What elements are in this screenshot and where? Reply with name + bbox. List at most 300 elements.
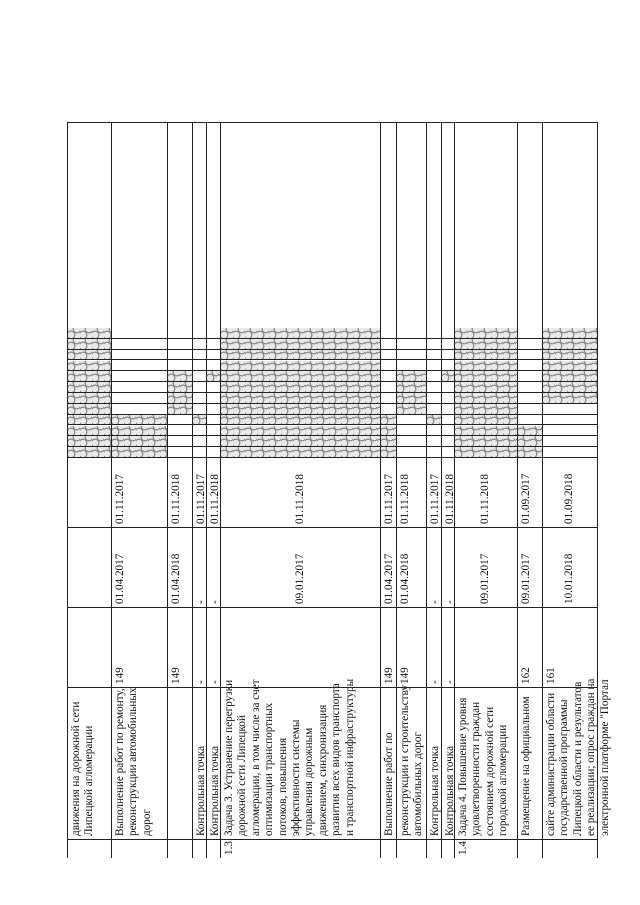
schedule-cell — [442, 361, 454, 372]
schedule-cell-active — [68, 447, 111, 458]
row-start-value: - — [195, 600, 207, 604]
row-right-border — [207, 122, 220, 123]
table-row — [542, 122, 611, 858]
schedule-cell-active — [112, 415, 167, 426]
schedule-cell — [427, 447, 441, 458]
row-number — [193, 840, 206, 858]
row-end — [193, 458, 206, 528]
row-code-value: 149 — [114, 667, 126, 684]
table-row — [380, 122, 396, 858]
row-title-line: дорог — [140, 808, 153, 836]
schedule-cell-active — [68, 371, 111, 382]
schedule-cell — [543, 447, 597, 458]
schedule-cell — [168, 328, 192, 339]
row-title-line: состоянием дорожной сети — [483, 706, 496, 836]
row-title — [442, 688, 454, 840]
schedule-cell-active — [455, 415, 517, 426]
schedule-cell — [381, 371, 396, 382]
row-number — [68, 840, 111, 858]
row-code-value: 162 — [520, 667, 532, 684]
row-end — [397, 458, 426, 528]
row-number — [518, 840, 542, 858]
row-code-value: 161 — [545, 667, 557, 684]
row-start-value: 01.04.2017 — [114, 553, 126, 604]
row-title — [207, 688, 220, 840]
schedule-cell — [442, 415, 454, 426]
row-title — [455, 688, 517, 840]
row-start — [207, 528, 220, 608]
row-end-value: 01.11.2018 — [444, 474, 456, 524]
schedule-cell — [397, 350, 426, 361]
table-row — [517, 122, 542, 858]
schedule-cell — [397, 426, 426, 437]
row-title-line: Размещение на официальном — [520, 696, 532, 836]
schedule-cell — [207, 361, 220, 372]
row-right-border — [397, 122, 426, 123]
schedule-cell-active — [68, 328, 111, 339]
schedule-cell-active — [221, 371, 380, 382]
schedule-cell — [442, 447, 454, 458]
schedule-cell — [207, 339, 220, 350]
row-end — [168, 458, 192, 528]
row-title-line: государственной программы — [558, 699, 571, 836]
row-title-line: Задача 3. Устранение перегрузки — [223, 679, 235, 836]
schedule-cell — [381, 404, 396, 415]
schedule-cell-active — [543, 328, 597, 339]
row-end — [455, 458, 517, 528]
row-start-value: - — [209, 600, 221, 604]
schedule-cell — [207, 436, 220, 447]
row-right-border — [518, 122, 542, 123]
schedule-cell-active — [68, 339, 111, 350]
row-title-line: движением, синхронизация — [316, 704, 329, 836]
row-number: 1.3. — [223, 838, 235, 855]
row-title-line: Контрольная точка — [444, 745, 456, 836]
row-title-line: автомобильных дорог — [412, 731, 425, 836]
row-code — [68, 608, 111, 688]
row-title — [221, 678, 380, 840]
schedule-cell — [543, 415, 597, 426]
schedule-cell — [168, 350, 192, 361]
table-row — [220, 122, 380, 858]
row-right-border — [168, 122, 192, 123]
schedule-cell — [168, 426, 192, 437]
schedule-cell — [207, 404, 220, 415]
row-title-line: ее реализации; опрос граждан на — [585, 678, 598, 836]
schedule-cell-active — [518, 426, 542, 437]
schedule-cell — [112, 350, 167, 361]
table-row — [67, 122, 111, 858]
row-title-line: агломерации, в том числе за счет — [249, 679, 262, 836]
table-row — [426, 122, 441, 858]
schedule-cell-active — [221, 382, 380, 393]
schedule-cell — [397, 436, 426, 447]
row-end — [381, 458, 396, 528]
row-code — [518, 608, 542, 688]
schedule-cell-active — [455, 447, 517, 458]
row-end-value: 01.11.2017 — [195, 474, 207, 524]
schedule-cell-active — [168, 382, 192, 393]
row-start-value: 10.01.2018 — [563, 553, 576, 604]
schedule-cell-active — [543, 361, 597, 372]
row-code — [193, 608, 206, 688]
row-code — [207, 608, 220, 688]
row-code — [455, 608, 517, 688]
schedule-cell-active — [381, 447, 396, 458]
schedule-cell-active — [221, 339, 380, 350]
schedule-cell-active — [442, 371, 454, 382]
row-title-line: реконструкции автомобильных — [127, 687, 140, 836]
row-right-border — [381, 122, 396, 123]
schedule-cell — [381, 382, 396, 393]
row-right-border — [427, 122, 441, 123]
schedule-cell-active — [68, 393, 111, 404]
schedule-cell-active — [221, 361, 380, 372]
row-end-value: 01.11.2018 — [399, 474, 411, 524]
row-title — [168, 688, 192, 840]
schedule-cell — [112, 361, 167, 372]
row-title-line: потоков, повышения — [276, 737, 289, 836]
schedule-cell-active — [543, 371, 597, 382]
row-title-line: Контрольная точка — [429, 745, 441, 836]
schedule-cell-active — [543, 382, 597, 393]
row-code — [168, 608, 192, 688]
row-end-value: 01.11.2018 — [479, 474, 492, 524]
schedule-cell — [518, 404, 542, 415]
schedule-cell-active — [68, 426, 111, 437]
schedule-cell — [543, 436, 597, 447]
row-start-value: - — [429, 600, 441, 604]
row-title-line: городской агломерации — [497, 724, 510, 836]
schedule-cell — [112, 328, 167, 339]
row-title-line: Липецкой области и результатов — [571, 681, 584, 836]
schedule-cell-active — [168, 393, 192, 404]
row-start-value: 01.04.2017 — [383, 553, 395, 604]
schedule-cell — [397, 339, 426, 350]
schedule-cell — [207, 393, 220, 404]
schedule-cell — [427, 361, 441, 372]
table-row — [167, 122, 192, 858]
row-title-line: электронной платформе "Портал — [598, 679, 611, 836]
row-end — [518, 458, 542, 528]
row-start — [193, 528, 206, 608]
plan-table — [67, 122, 611, 858]
schedule-cell — [112, 404, 167, 415]
schedule-cell — [207, 382, 220, 393]
row-end-value: 01.11.2018 — [209, 474, 221, 524]
table-row — [111, 122, 167, 858]
schedule-cell-active — [221, 447, 380, 458]
schedule-cell — [518, 361, 542, 372]
row-title — [381, 688, 396, 840]
schedule-cell — [397, 361, 426, 372]
schedule-cell-active — [221, 415, 380, 426]
schedule-cell — [193, 447, 206, 458]
schedule-cell-active — [455, 328, 517, 339]
schedule-cell-active — [455, 426, 517, 437]
row-title-line: Выполнение работ по ремонту, — [114, 688, 126, 836]
schedule-cell — [207, 447, 220, 458]
row-title — [68, 688, 111, 840]
schedule-cell — [207, 350, 220, 361]
row-title-line: Задача 4. Повышение уровня — [457, 697, 469, 836]
row-start-value: 01.04.2018 — [170, 553, 182, 604]
row-title-line: эффективности системы — [290, 719, 303, 836]
schedule-cell — [442, 350, 454, 361]
row-right-border — [442, 122, 454, 123]
schedule-cell — [168, 447, 192, 458]
schedule-cell-active — [221, 436, 380, 447]
row-right-border — [193, 122, 206, 123]
schedule-cell-active — [455, 382, 517, 393]
schedule-cell — [518, 328, 542, 339]
row-title-line: управления дорожным — [303, 727, 316, 836]
row-code — [221, 608, 380, 688]
row-start — [397, 528, 426, 608]
schedule-cell — [193, 371, 206, 382]
row-start — [442, 528, 454, 608]
table-row — [454, 122, 517, 858]
schedule-cell-active — [543, 350, 597, 361]
schedule-cell — [112, 371, 167, 382]
row-start — [221, 528, 380, 608]
row-title-line: и транспортной инфраструктуры — [343, 678, 356, 836]
schedule-cell-active — [381, 436, 396, 447]
schedule-cell-active — [168, 404, 192, 415]
schedule-cell — [193, 426, 206, 437]
row-title-line: реконструкции и строительству — [399, 684, 411, 836]
schedule-cell-active — [112, 426, 167, 437]
row-title-line: Контрольная точка — [209, 745, 221, 836]
schedule-cell-active — [397, 371, 426, 382]
schedule-cell — [193, 350, 206, 361]
row-code — [397, 608, 426, 688]
row-end-value: 01.09.2018 — [563, 473, 576, 524]
schedule-cell — [207, 328, 220, 339]
schedule-cell-active — [68, 382, 111, 393]
row-start-value: 09.01.2017 — [479, 553, 492, 604]
row-code-value: 149 — [170, 667, 182, 684]
schedule-cell — [442, 328, 454, 339]
schedule-cell-active — [193, 415, 206, 426]
schedule-cell-active — [221, 393, 380, 404]
schedule-cell-active — [543, 339, 597, 350]
schedule-cell-active — [68, 350, 111, 361]
row-start-value: 09.01.2017 — [520, 553, 532, 604]
row-right-border — [112, 122, 167, 123]
row-number — [168, 840, 192, 858]
schedule-cell — [427, 436, 441, 447]
schedule-cell-active — [397, 382, 426, 393]
table-row — [396, 122, 426, 858]
row-title-line: Выполнение работ по — [383, 732, 395, 836]
row-number — [543, 840, 597, 858]
schedule-cell — [193, 393, 206, 404]
schedule-cell — [193, 339, 206, 350]
row-right-border — [455, 122, 517, 123]
schedule-cell-active — [427, 415, 441, 426]
row-code-value: - — [429, 680, 441, 684]
row-start — [518, 528, 542, 608]
schedule-cell-active — [397, 404, 426, 415]
schedule-cell-active — [221, 404, 380, 415]
row-start-value: - — [444, 600, 456, 604]
schedule-cell-active — [112, 447, 167, 458]
row-start — [455, 528, 517, 608]
schedule-cell-active — [68, 404, 111, 415]
schedule-cell — [381, 361, 396, 372]
schedule-cell-active — [518, 436, 542, 447]
schedule-cell-active — [68, 436, 111, 447]
schedule-cell — [193, 382, 206, 393]
row-end — [543, 458, 597, 528]
schedule-cell — [193, 404, 206, 415]
schedule-cell-active — [112, 436, 167, 447]
schedule-cell — [168, 415, 192, 426]
row-title-line: дорожной сети Липецкой — [236, 715, 249, 836]
row-title — [112, 688, 167, 840]
schedule-cell — [427, 328, 441, 339]
row-start — [543, 528, 597, 608]
schedule-cell — [518, 393, 542, 404]
row-number: 1.4. — [457, 838, 469, 855]
schedule-cell — [442, 404, 454, 415]
schedule-cell — [207, 426, 220, 437]
row-end — [221, 458, 380, 528]
row-start — [427, 528, 441, 608]
schedule-cell — [518, 339, 542, 350]
schedule-cell — [112, 339, 167, 350]
row-end-value: 01.11.2018 — [293, 474, 306, 524]
row-end — [207, 458, 220, 528]
row-code — [442, 608, 454, 688]
table-row — [192, 122, 206, 858]
schedule-cell-active — [455, 393, 517, 404]
table-row — [441, 122, 454, 858]
row-right-border — [543, 122, 597, 123]
schedule-cell — [193, 361, 206, 372]
row-end-value: 01.11.2017 — [114, 474, 126, 524]
schedule-cell — [381, 339, 396, 350]
row-title-line: удовлетворенности граждан — [470, 701, 483, 836]
schedule-cell — [381, 328, 396, 339]
schedule-cell — [518, 382, 542, 393]
schedule-cell — [397, 447, 426, 458]
schedule-cell-active — [381, 426, 396, 437]
row-code-value: 149 — [383, 667, 395, 684]
schedule-cell — [427, 350, 441, 361]
row-start-value: 01.04.2018 — [399, 553, 411, 604]
row-title — [193, 688, 206, 840]
schedule-cell — [207, 415, 220, 426]
row-number — [442, 840, 454, 858]
row-right-border — [68, 122, 111, 123]
row-title-line: Контрольная точка — [195, 745, 207, 836]
schedule-cell-active — [68, 415, 111, 426]
schedule-cell — [518, 415, 542, 426]
row-start — [168, 528, 192, 608]
row-number — [112, 840, 167, 858]
schedule-cell — [442, 382, 454, 393]
schedule-cell — [427, 371, 441, 382]
schedule-cell — [112, 393, 167, 404]
schedule-cell-active — [221, 350, 380, 361]
schedule-cell — [397, 415, 426, 426]
schedule-cell-active — [207, 371, 220, 382]
row-end-value: 01.09.2017 — [520, 473, 532, 524]
row-code — [427, 608, 441, 688]
schedule-cell — [427, 382, 441, 393]
schedule-cell — [193, 436, 206, 447]
row-number — [381, 840, 396, 858]
schedule-cell-active — [221, 426, 380, 437]
row-title — [397, 684, 426, 840]
row-number — [397, 840, 426, 858]
schedule-cell-active — [381, 415, 396, 426]
schedule-cell — [543, 426, 597, 437]
schedule-cell — [168, 361, 192, 372]
schedule-cell — [193, 328, 206, 339]
row-code — [543, 608, 597, 688]
schedule-cell-active — [455, 404, 517, 415]
schedule-cell — [442, 339, 454, 350]
schedule-cell-active — [455, 361, 517, 372]
table-row — [206, 122, 220, 858]
row-start-value: 09.01.2017 — [293, 553, 306, 604]
row-title — [427, 688, 441, 840]
schedule-cell — [427, 393, 441, 404]
row-title — [518, 688, 542, 840]
row-code — [112, 608, 167, 688]
row-title-line: оптимизации транспортных — [263, 702, 276, 836]
schedule-cell — [381, 350, 396, 361]
schedule-cell-active — [455, 350, 517, 361]
schedule-cell — [518, 350, 542, 361]
row-number — [207, 840, 220, 858]
schedule-cell-active — [68, 361, 111, 372]
schedule-cell-active — [397, 393, 426, 404]
schedule-cell — [442, 436, 454, 447]
schedule-cell-active — [455, 339, 517, 350]
row-code-value: - — [209, 680, 221, 684]
schedule-cell — [518, 371, 542, 382]
row-code-value: - — [195, 680, 207, 684]
schedule-cell-active — [221, 328, 380, 339]
schedule-cell — [381, 393, 396, 404]
row-title-line: развития всех видов транспорта — [330, 683, 343, 836]
schedule-cell-active — [518, 447, 542, 458]
schedule-cell — [442, 393, 454, 404]
row-title — [543, 678, 611, 840]
row-title-line: Липецкой агломерации — [83, 725, 96, 836]
row-end-value: 01.11.2017 — [383, 474, 395, 524]
schedule-cell-active — [455, 371, 517, 382]
row-end — [427, 458, 441, 528]
table-bottom-border — [597, 122, 598, 858]
row-code-value: - — [444, 680, 456, 684]
row-end-value: 01.11.2017 — [429, 474, 441, 524]
row-start — [381, 528, 396, 608]
schedule-cell-active — [168, 371, 192, 382]
schedule-cell — [168, 436, 192, 447]
row-end — [68, 458, 111, 528]
schedule-cell — [543, 404, 597, 415]
schedule-cell — [397, 328, 426, 339]
row-title-line: движения на дорожной сети — [70, 701, 82, 836]
row-start — [112, 528, 167, 608]
row-code-value: 149 — [399, 667, 411, 684]
schedule-cell-active — [543, 393, 597, 404]
